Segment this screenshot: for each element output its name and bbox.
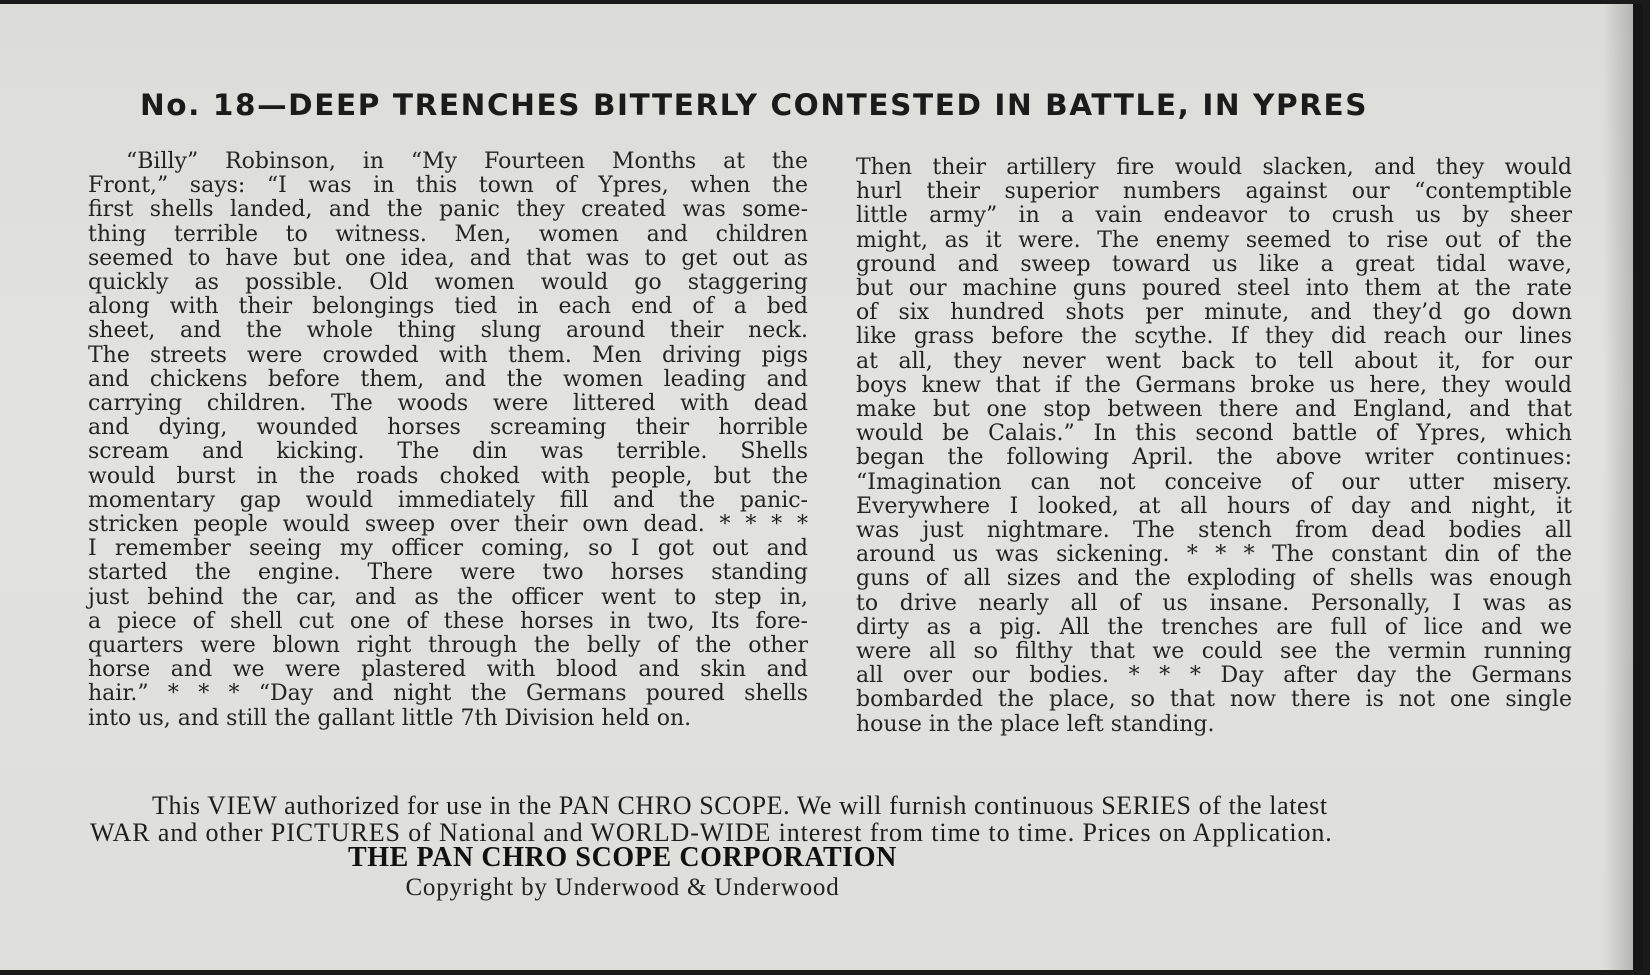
text-line: around us was sickening. * * * The constant din of the bbox=[856, 542, 1572, 568]
text-line: was just nightmare. The stench from dead bodies all bbox=[856, 518, 1572, 544]
footer-notice bbox=[90, 792, 1578, 846]
text-line: ground and sweep toward us like a great tidal wave, bbox=[856, 251, 1572, 277]
text-line: horse and we were plastered with blood and skin and bbox=[88, 657, 808, 683]
text-line: just behind the car, and as the officer went to step in, bbox=[88, 584, 808, 610]
text-line: seemed to have but one idea, and that was to get out as bbox=[88, 245, 808, 271]
footer-line-1: This VIEW authorized for use in the PAN CHRO SCOPE. We will furnish continuous SERIES of the latest bbox=[152, 791, 1328, 820]
text-line: guns of all sizes and the exploding of shells was enough bbox=[856, 566, 1572, 592]
text-line: were all so filthy that we could see the vermin running bbox=[856, 639, 1572, 665]
text-line: scream and kicking. The din was terrible. Shells bbox=[88, 439, 808, 465]
text-line: first shells landed, and the panic they created was some- bbox=[88, 197, 808, 223]
text-line: The streets were crowded with them. Men driving pigs bbox=[88, 342, 808, 368]
text-line: boys knew that if the Germans broke us here, they would bbox=[856, 372, 1572, 398]
text-line: and chickens before them, and the women leading and bbox=[88, 366, 808, 392]
right-text-column bbox=[856, 156, 1572, 737]
text-line: stricken people would sweep over their own dead. * * * * bbox=[88, 512, 808, 538]
text-line: quickly as possible. Old women would go staggering bbox=[88, 270, 808, 296]
text-line: at all, they never went back to tell about it, for our bbox=[856, 348, 1572, 374]
stereo-card-back bbox=[0, 4, 1643, 970]
text-line: began the following April. the above writer continues: bbox=[856, 445, 1572, 471]
text-line: sheet, and the whole thing slung around their neck. bbox=[88, 318, 808, 344]
text-line: started the engine. There were two horses standing bbox=[88, 560, 808, 586]
text-line: but our machine guns poured steel into them at the rate bbox=[856, 276, 1572, 302]
text-line: “Imagination can not conceive of our utter misery. bbox=[856, 469, 1572, 495]
card-title: No. 18—DEEP TRENCHES BITTERLY CONTESTED IN BATTLE, IN YPRES bbox=[140, 88, 1369, 122]
text-line: along with their belongings tied in each end of a bed bbox=[88, 294, 808, 320]
footer-line-2: WAR and other PICTURES of National and WORLD-WIDE interest from time to time. Prices on Application. bbox=[90, 818, 1333, 847]
text-line: quarters were blown right through the belly of the other bbox=[88, 633, 808, 659]
text-line: bombarded the place, so that now there is not one single bbox=[856, 687, 1572, 713]
text-line: thing terrible to witness. Men, women and children bbox=[88, 221, 808, 247]
text-line: and dying, wounded horses screaming their horrible bbox=[88, 415, 808, 441]
text-line: dirty as a pig. All the trenches are full of lice and we bbox=[856, 614, 1572, 640]
text-line: a piece of shell cut one of these horses in two, Its fore- bbox=[88, 608, 808, 634]
copyright-line: Copyright by Underwood & Underwood bbox=[405, 874, 840, 901]
text-line: momentary gap would immediately fill and the panic- bbox=[88, 487, 808, 513]
text-line: hurl their superior numbers against our “contemptible bbox=[856, 179, 1572, 205]
text-line: into us, and still the gallant little 7th Division held on. bbox=[88, 705, 692, 731]
text-line: of six hundred shots per minute, and they’d go down bbox=[856, 300, 1572, 326]
text-line: I remember seeing my officer coming, so I got out and bbox=[88, 536, 808, 562]
text-line: hair.” * * * “Day and night the Germans poured shells bbox=[88, 681, 808, 707]
text-line: house in the place left standing. bbox=[856, 711, 1215, 737]
text-line: might, as it were. The enemy seemed to rise out of the bbox=[856, 227, 1572, 253]
text-line: would be Calais.” In this second battle of Ypres, which bbox=[856, 421, 1572, 447]
text-line: all over our bodies. * * * Day after day the Germans bbox=[856, 663, 1572, 689]
left-text-column bbox=[88, 150, 808, 731]
text-line: would burst in the roads choked with people, but the bbox=[88, 463, 808, 489]
text-line: “Billy” Robinson, in “My Fourteen Months at the bbox=[126, 149, 808, 174]
text-line: make but one stop between there and England, and that bbox=[856, 397, 1572, 423]
text-line: Then their artillery fire would slacken, and they would bbox=[856, 155, 1572, 180]
corporation-name: THE PAN CHRO SCOPE CORPORATION bbox=[348, 842, 897, 873]
text-line: Front,” says: “I was in this town of Ypres, when the bbox=[88, 173, 808, 199]
text-line: little army” in a vain endeavor to crush us by sheer bbox=[856, 203, 1572, 229]
text-line: like grass before the scythe. If they did reach our lines bbox=[856, 324, 1572, 350]
text-line: Everywhere I looked, at all hours of day and night, it bbox=[856, 493, 1572, 519]
text-line: to drive nearly all of us insane. Personally, I was as bbox=[856, 590, 1572, 616]
text-line: carrying children. The woods were littered with dead bbox=[88, 391, 808, 417]
